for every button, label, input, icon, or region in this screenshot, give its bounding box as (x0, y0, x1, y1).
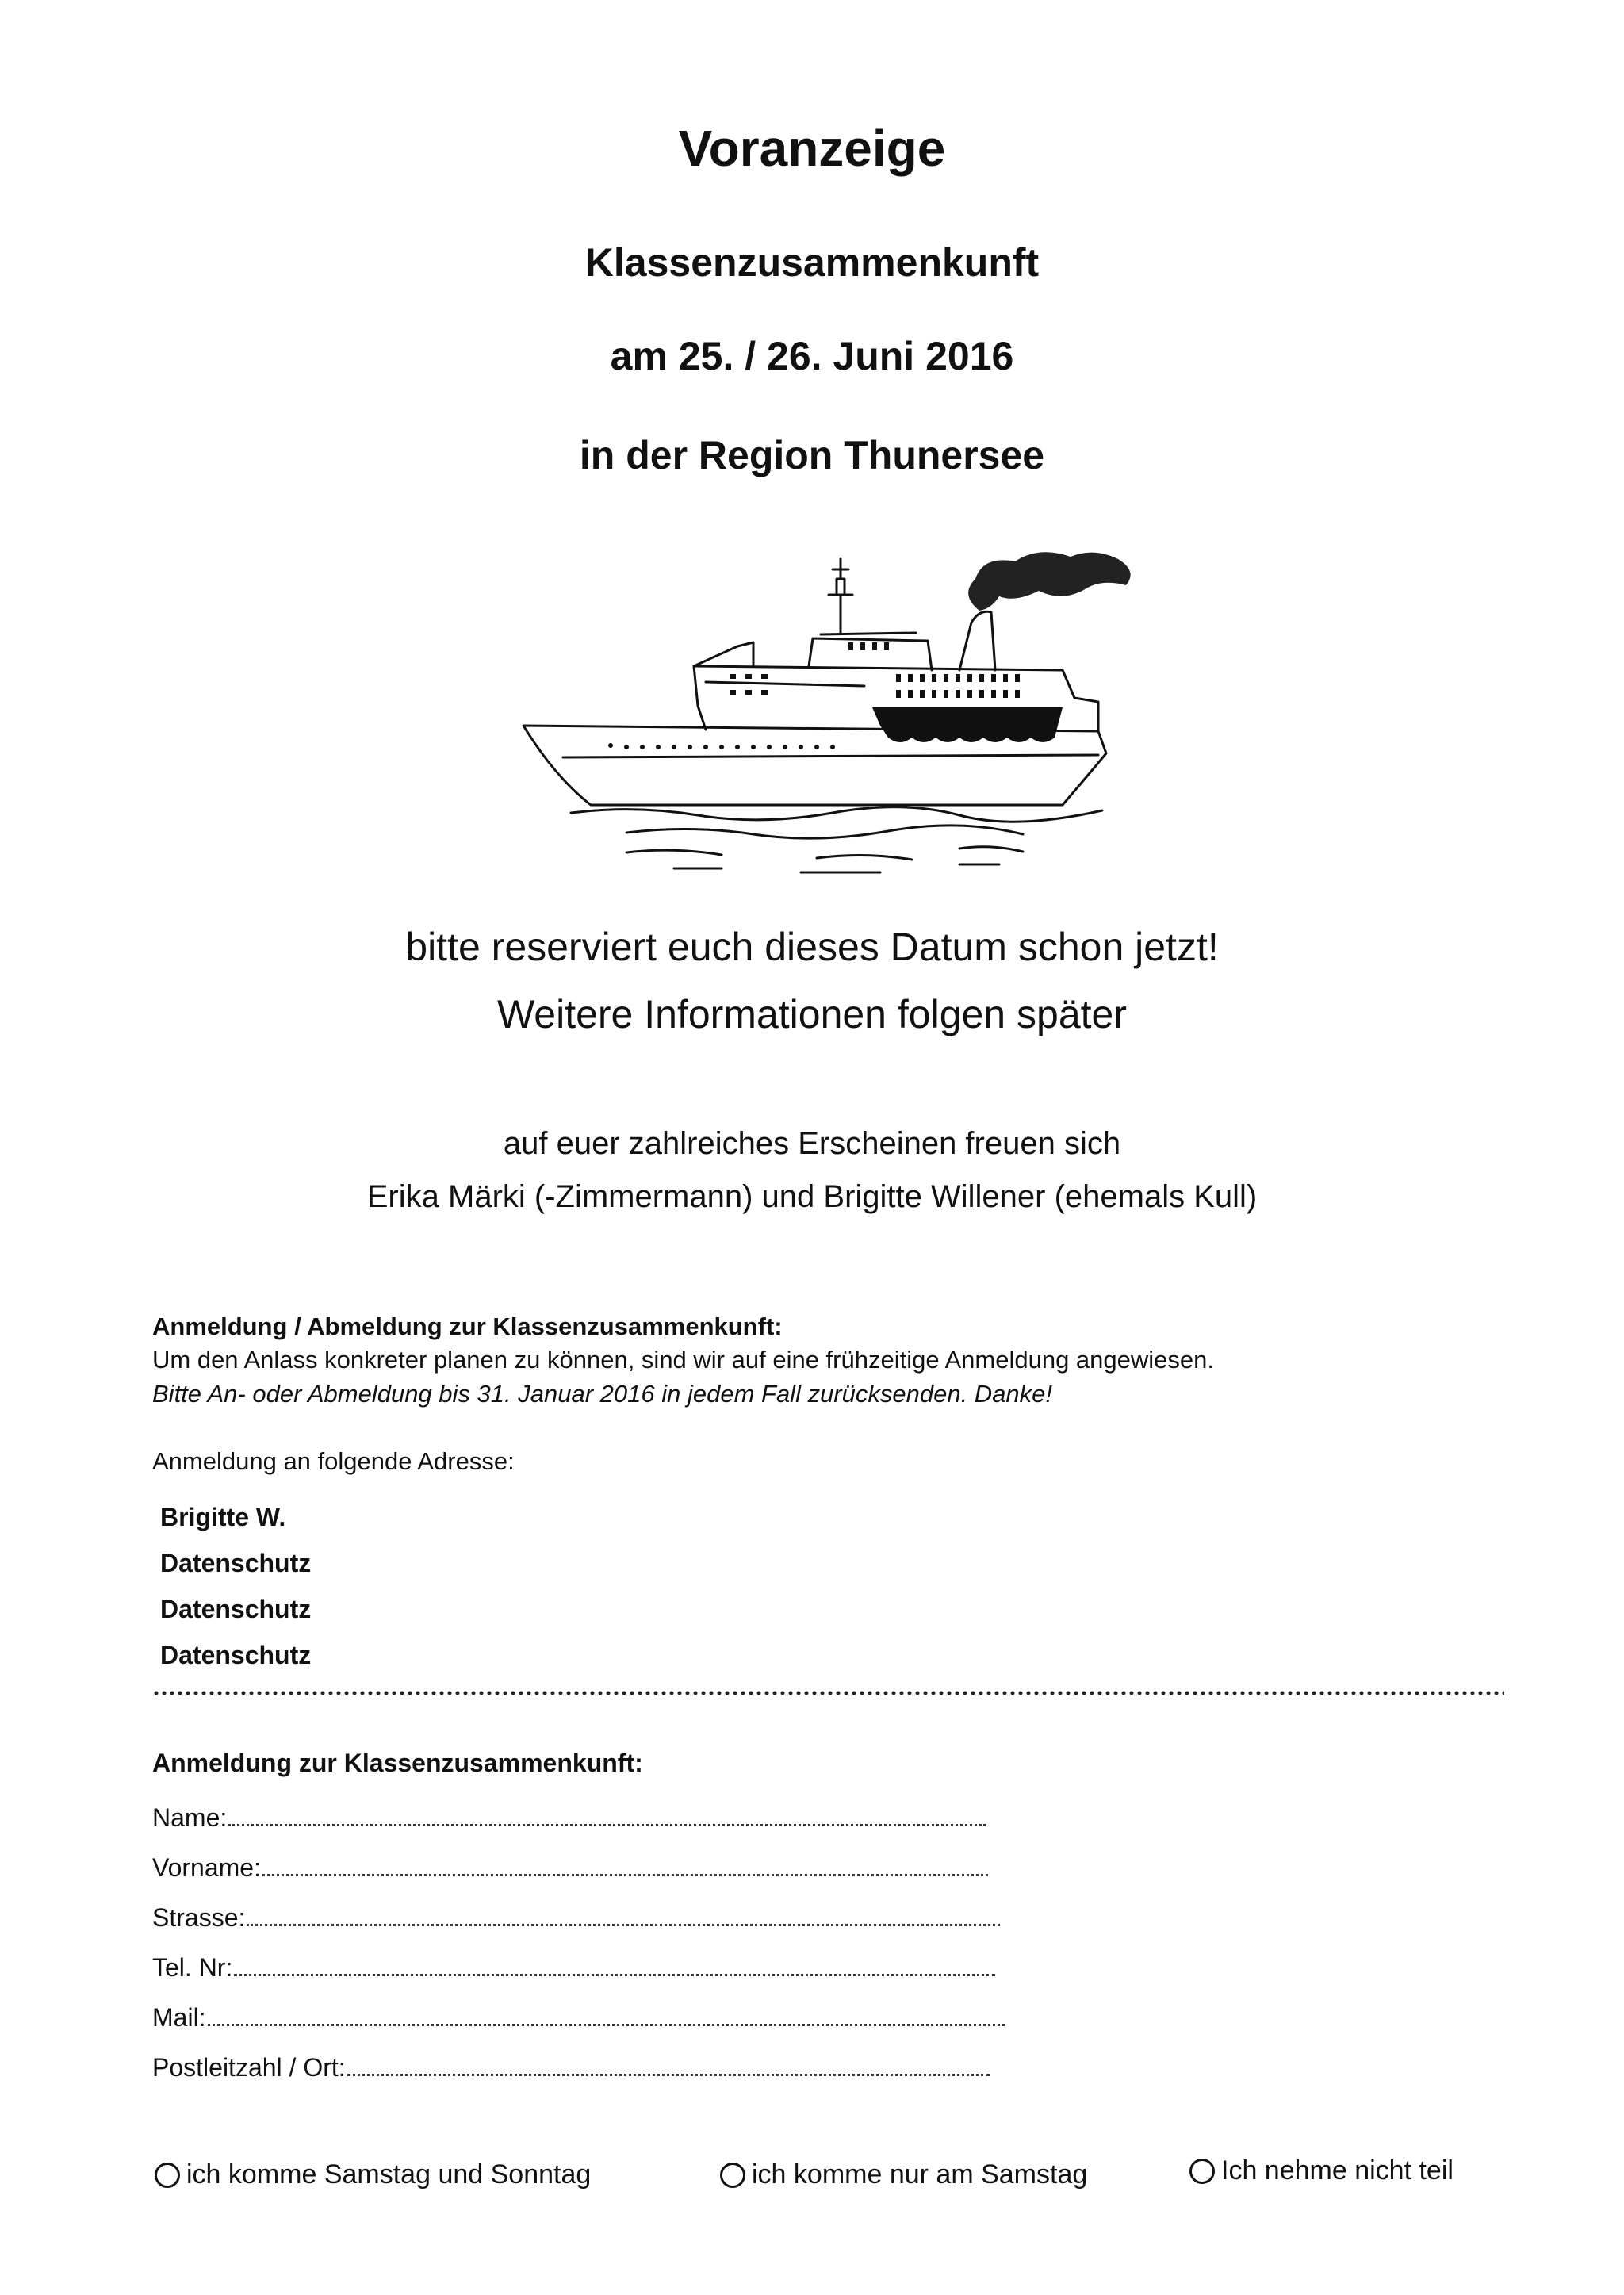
cruise-ship-icon (515, 547, 1142, 888)
option-not-attending[interactable] (1189, 2155, 1454, 2186)
option-label: ich komme nur am Samstag (752, 2159, 1088, 2190)
option-both-days[interactable] (155, 2159, 591, 2190)
address-line: Datenschutz (160, 1549, 312, 1577)
radio-circle-icon[interactable] (1189, 2159, 1215, 2184)
radio-circle-icon[interactable] (155, 2163, 180, 2188)
field-label: Name: (152, 1803, 228, 1832)
telefon-field[interactable] (152, 1950, 995, 1983)
vorname-field[interactable] (152, 1850, 988, 1883)
name-field[interactable] (152, 1800, 986, 1833)
address-intro: Anmeldung an folgende Adresse: (152, 1447, 515, 1475)
field-blank[interactable] (347, 2050, 990, 2076)
option-saturday-only[interactable] (720, 2159, 1087, 2190)
field-label: Mail: (152, 2003, 206, 2032)
field-label: Vorname: (152, 1853, 261, 1882)
strasse-field[interactable] (152, 1900, 1000, 1933)
registration-deadline: Bitte An- oder Abmeldung bis 31. Januar 2016 in jedem Fall zurücksenden. Danke! (152, 1380, 1053, 1408)
radio-circle-icon[interactable] (720, 2163, 745, 2188)
registration-info-heading: Anmeldung / Abmeldung zur Klassenzusammenkunft: (152, 1312, 783, 1340)
field-label: Tel. Nr: (152, 1953, 233, 1982)
address-line: Datenschutz (160, 1641, 312, 1669)
registration-info-text: Um den Anlass konkreter planen zu können, sind wir auf eine frühzeitige Anmeldung angewiesen. (152, 1346, 1214, 1374)
event-date: am 25. / 26. Juni 2016 (610, 334, 1014, 378)
field-blank[interactable] (262, 1850, 988, 1876)
plz-ort-field[interactable] (152, 2050, 990, 2082)
field-blank[interactable] (234, 1950, 995, 1976)
address-line: Brigitte W. (160, 1503, 286, 1531)
reserve-date-note: bitte reserviert euch dieses Datum schon jetzt! (405, 925, 1219, 969)
field-blank[interactable] (208, 2000, 1005, 2026)
option-label: ich komme Samstag und Sonntag (186, 2159, 592, 2190)
form-heading: Anmeldung zur Klassenzusammenkunft: (152, 1749, 643, 1777)
more-info-note: Weitere Informationen folgen später (497, 992, 1127, 1036)
field-label: Postleitzahl / Ort: (152, 2053, 346, 2082)
field-label: Strasse: (152, 1903, 246, 1932)
event-place: in der Region Thunersee (579, 433, 1045, 477)
field-blank[interactable] (247, 1900, 1000, 1926)
greeting-line: auf euer zahlreiches Erscheinen freuen sich (503, 1126, 1121, 1161)
field-blank[interactable] (228, 1800, 986, 1826)
page-title: Voranzeige (678, 120, 946, 177)
option-label: Ich nehme nicht teil (1221, 2155, 1454, 2186)
address-line: Datenschutz (160, 1595, 312, 1623)
event-name: Klassenzusammenkunft (584, 240, 1040, 285)
mail-field[interactable] (152, 2000, 1005, 2033)
separator-asterisks (152, 1688, 1504, 1699)
organizers-line: Erika Märki (-Zimmermann) und Brigitte Willener (ehemals Kull) (366, 1179, 1258, 1214)
